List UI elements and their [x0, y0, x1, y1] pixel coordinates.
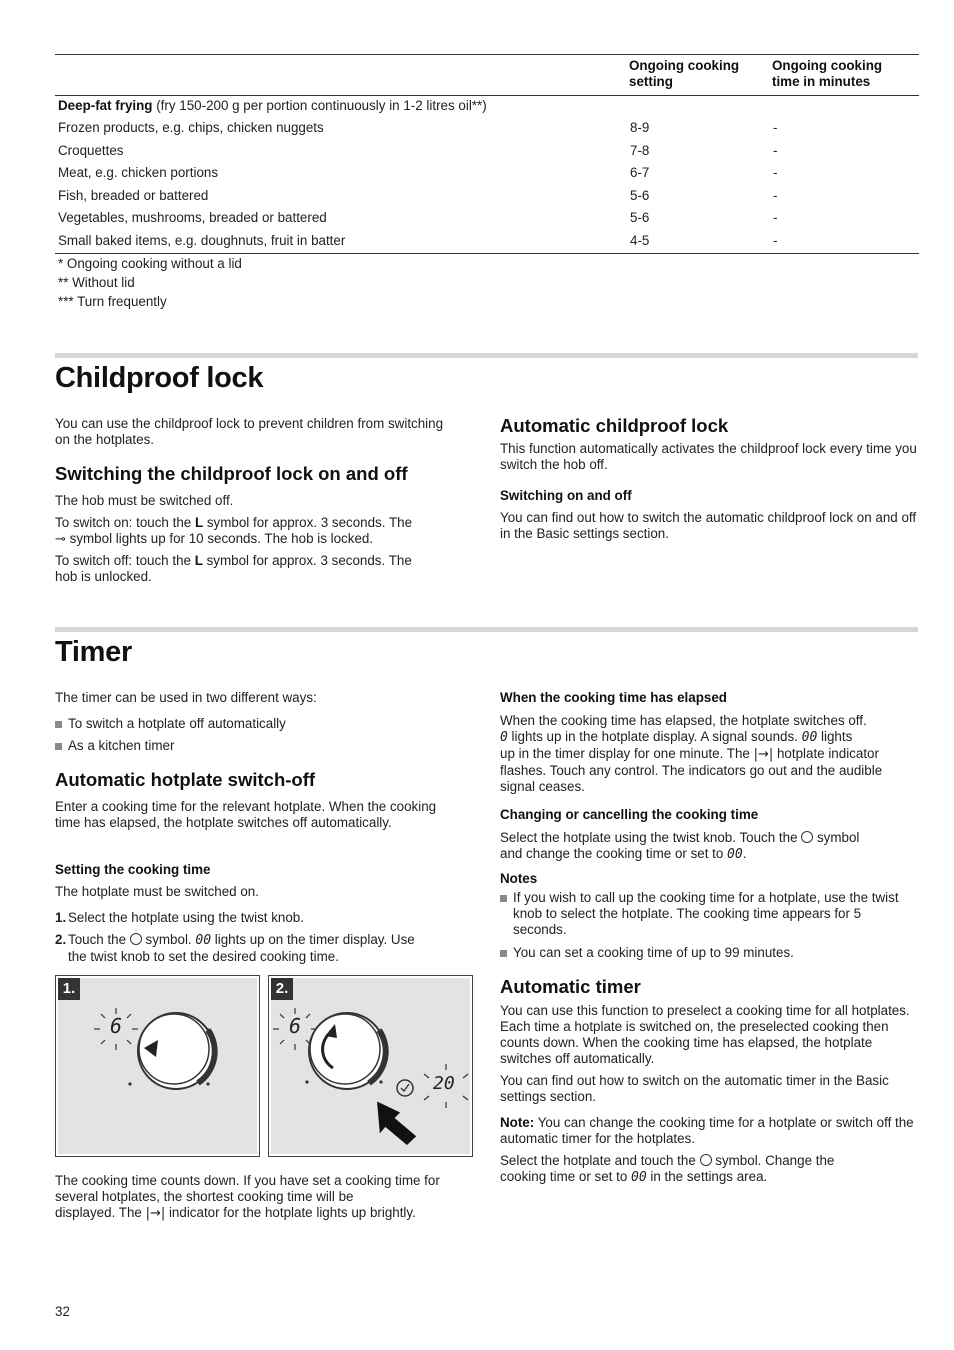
text-fragment: You can change the cooking time for a hotplate or switch off the automatic timer for the hotplates. — [500, 1115, 914, 1146]
text-fragment: Select the hotplate using the twist knob. Touch the — [500, 830, 802, 845]
step-number: 2. — [55, 932, 67, 947]
time-elapsed-text — [500, 713, 918, 795]
text-fragment: symbol lights up for 10 seconds. The hob is locked. — [65, 531, 374, 546]
countdown-text — [55, 1173, 475, 1222]
text-fragment: in the settings area. — [646, 1169, 768, 1184]
key-l: L — [194, 553, 203, 568]
setting-time-precondition: The hotplate must be switched on. — [55, 884, 259, 899]
note-label: Note: — [500, 1115, 535, 1130]
category-name: Deep-fat frying — [58, 98, 153, 113]
row-time: - — [773, 210, 778, 225]
page-number: 32 — [55, 1304, 70, 1319]
header-line: Ongoing cooking — [629, 58, 740, 73]
heading-automatic-lock: Automatic childproof lock — [500, 415, 729, 436]
hotplate-level-display: 6 — [110, 1014, 123, 1038]
row-time: - — [773, 233, 778, 248]
text-fragment: Select the hotplate and touch the — [500, 1153, 700, 1168]
step-2 — [55, 932, 475, 964]
text-fragment: . — [742, 846, 747, 861]
heading-switching-lock: Switching the childproof lock on and off — [55, 463, 408, 484]
text-fragment: displayed. The — [55, 1205, 146, 1220]
switching-on-text — [55, 515, 465, 548]
automatic-timer-basic-settings: You can find out how to switch on the automatic timer in the Basic settings section. — [500, 1073, 889, 1104]
list-item — [500, 890, 918, 938]
automatic-timer-text: You can use this function to preselect a cooking time for all hotplates. Each time a hotplate is switched on, the preselected cooking then counts down. When the cooking time has elapsed, the hotplate switches off automatically. — [500, 1003, 910, 1066]
subheading-setting-time: Setting the cooking time — [55, 862, 211, 877]
display-zero: 00 — [195, 933, 212, 948]
table-category-row — [58, 98, 918, 120]
table-top-rule — [55, 54, 919, 55]
row-item: Frozen products, e.g. chips, chicken nuggets — [58, 120, 324, 135]
automatic-lock-text: This function automatically activates the childproof lock every time you switch the hob off. — [500, 441, 917, 472]
bullet-text: You can set a cooking time of up to 99 minutes. — [513, 945, 794, 960]
row-item: Meat, e.g. chicken portions — [58, 165, 219, 180]
cooking-table — [55, 54, 919, 254]
section-title-childproof: Childproof lock — [55, 362, 264, 394]
table-row — [58, 210, 918, 232]
text-fragment: up in the timer display for one minute. The — [500, 746, 754, 761]
header-line: setting — [629, 74, 673, 89]
list-item — [55, 716, 455, 732]
display-zero: 00 — [801, 730, 818, 745]
table-row — [58, 188, 918, 210]
row-time: - — [773, 165, 778, 180]
text-fragment: symbol for approx. 3 seconds. The — [203, 515, 413, 530]
bullet-text: If you wish to call up the cooking time for a hotplate, use the twist knob to select the hotplate. The cooking time appears for 5 seconds. — [513, 890, 899, 937]
section-title-timer: Timer — [55, 636, 132, 668]
switching-off-text — [55, 553, 465, 585]
table-header-rule — [55, 95, 919, 96]
text-fragment: lights — [817, 729, 853, 744]
automatic-timer-select-text — [500, 1153, 918, 1186]
category-note: (fry 150-200 g per portion continuously in 1-2 litres oil**) — [152, 98, 487, 113]
row-item: Fish, breaded or battered — [58, 188, 209, 203]
step-1 — [55, 910, 475, 926]
step-text — [68, 932, 415, 965]
switching-precondition: The hob must be switched off. — [55, 493, 234, 508]
text-fragment: hotplate indicator — [773, 746, 879, 761]
row-setting: 5-6 — [630, 210, 650, 225]
text-fragment: Touch the — [68, 932, 130, 947]
text-fragment: indicator for the hotplate lights up brightly. — [165, 1205, 416, 1220]
timer-display: 20 — [433, 1073, 455, 1094]
row-item: Vegetables, mushrooms, breaded or battered — [58, 210, 327, 225]
subheading-changing-time: Changing or cancelling the cooking time — [500, 807, 759, 822]
text-fragment: and change the cooking time or set to — [500, 846, 728, 861]
bullet-square-icon — [55, 743, 62, 750]
row-item: Small baked items, e.g. doughnuts, fruit in batter — [58, 233, 346, 248]
row-setting: 4-5 — [630, 233, 650, 248]
table-row — [58, 233, 918, 255]
bullet-text: To switch a hotplate off automatically — [68, 716, 286, 731]
hotplate-indicator-icon: |→| — [145, 1206, 166, 1221]
table-bottom-rule — [55, 253, 919, 254]
changing-time-text — [500, 830, 918, 863]
table-row — [58, 143, 918, 165]
row-setting: 5-6 — [630, 188, 650, 203]
bullet-square-icon — [55, 721, 62, 728]
subheading-notes: Notes — [500, 871, 538, 886]
subheading-switching-on-off: Switching on and off — [500, 488, 632, 503]
text-fragment: symbol — [813, 830, 860, 845]
figure-badge: 2. — [271, 978, 293, 1000]
heading-auto-switchoff: Automatic hotplate switch-off — [55, 769, 316, 790]
text-fragment: symbol. Change the — [711, 1153, 835, 1168]
footnote: * Ongoing cooking without a lid — [58, 256, 242, 271]
header-line: Ongoing cooking — [772, 58, 883, 73]
display-zero: 00 — [631, 1170, 647, 1185]
text-fragment: the twist knob to set the desired cooking time. — [68, 949, 339, 964]
footnote: ** Without lid — [58, 275, 135, 290]
childproof-intro: You can use the childproof lock to prevent children from switching on the hotplates. — [55, 416, 444, 447]
display-zero: 00 — [727, 847, 743, 862]
knob-illustration — [58, 978, 259, 1156]
section-rule — [55, 353, 918, 358]
text-fragment: When the cooking time has elapsed, the hotplate switches off. — [500, 713, 867, 728]
section-rule — [55, 627, 918, 632]
table-row — [58, 120, 918, 142]
subheading-time-elapsed: When the cooking time has elapsed — [500, 690, 727, 705]
text-fragment: cooking time or set to — [500, 1169, 631, 1184]
text-fragment: To switch on: touch the — [55, 515, 195, 530]
table-header-setting — [629, 58, 739, 90]
bullet-square-icon — [500, 895, 507, 902]
figure-badge: 1. — [58, 978, 80, 1000]
list-item — [500, 945, 918, 961]
clock-icon — [130, 933, 142, 945]
text-fragment: symbol for approx. 3 seconds. The — [202, 553, 412, 568]
row-setting: 7-8 — [630, 143, 650, 158]
text-fragment: hob is unlocked. — [55, 569, 152, 584]
lock-icon: ⊸ — [55, 532, 66, 547]
heading-automatic-timer: Automatic timer — [500, 976, 641, 997]
footnote: *** Turn frequently — [58, 294, 167, 309]
text-fragment: To switch off: touch the — [55, 553, 195, 568]
text-fragment: lights up on the timer display. Use — [211, 932, 415, 947]
text-fragment: The cooking time counts down. If you have set a cooking time for several hotplates, the shortest cooking time will be — [55, 1173, 440, 1204]
clock-icon — [700, 1154, 712, 1166]
automatic-timer-note — [500, 1115, 918, 1147]
automatic-lock-switching-text: You can find out how to switch the automatic childproof lock on and off in the Basic settings section. — [500, 510, 917, 541]
bullet-square-icon — [500, 950, 507, 957]
text-fragment: flashes. Touch any control. The indicators go out and the audible signal ceases. — [500, 763, 883, 794]
row-time: - — [773, 120, 778, 135]
table-header-time — [772, 58, 882, 90]
figure-step-2 — [268, 975, 473, 1157]
figure-step-1 — [55, 975, 260, 1157]
row-time: - — [773, 188, 778, 203]
text-fragment: lights up in the hotplate display. A signal sounds. — [507, 729, 802, 744]
bullet-text: As a kitchen timer — [68, 738, 175, 753]
display-zero: 0 — [500, 730, 508, 745]
text-fragment: symbol. — [141, 932, 196, 947]
row-setting: 8-9 — [630, 120, 650, 135]
row-time: - — [773, 143, 778, 158]
row-item: Croquettes — [58, 143, 124, 158]
step-number: 1. — [55, 910, 67, 925]
auto-switchoff-text: Enter a cooking time for the relevant hotplate. When the cooking time has elapsed, the hotplate switches off automatically. — [55, 799, 437, 830]
knob-timer-illustration — [271, 978, 472, 1156]
table-row — [58, 165, 918, 187]
row-setting: 6-7 — [630, 165, 650, 180]
key-l: L — [194, 515, 204, 530]
hotplate-level-display: 6 — [289, 1014, 302, 1038]
list-item — [55, 738, 455, 754]
step-text: Select the hotplate using the twist knob. — [68, 910, 304, 925]
timer-intro: The timer can be used in two different ways: — [55, 690, 317, 705]
clock-icon — [801, 831, 813, 843]
hotplate-indicator-icon: |→| — [753, 747, 774, 762]
header-line: time in minutes — [772, 74, 871, 89]
